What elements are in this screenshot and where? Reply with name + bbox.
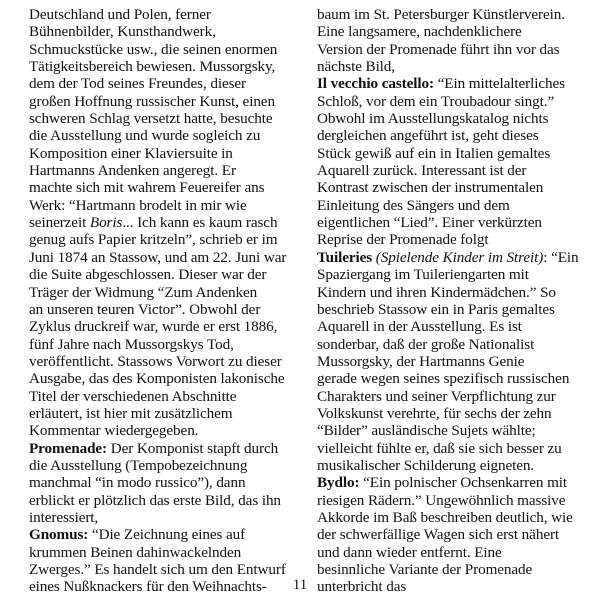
text-line: Akkorde im Baß beschreiben deutlich, wie [317, 508, 573, 526]
text-line: Träger der Widmung “Zum Andenken [29, 283, 258, 301]
text-line: dergleichen angeführt ist, geht dieses [317, 127, 539, 145]
page-number: 11 [292, 577, 308, 593]
text-line: Version der Promenade führt ihn vor das [317, 40, 560, 58]
text-line: Bühnenbilder, Kunsthandwerk, [29, 23, 216, 41]
right-column [317, 6, 585, 596]
text-line: großen Hoffnung russischer Kunst, einen [29, 92, 275, 110]
text-line: an unseren teuren Victor”. Obwohl der [29, 300, 261, 318]
text-line: Schmuckstücke usw., die seinen enormen [29, 40, 278, 58]
text-line: und dann wieder entfernt. Eine [317, 543, 502, 561]
text-line: Titel der verschiedenen Abschnitte [29, 387, 237, 405]
text-line: Reprise der Promenade folgt [317, 231, 489, 249]
text-line: Werk: “Hartmann brodelt in mir wie [29, 196, 247, 214]
section-heading-castello: Il vecchio castello: [317, 75, 434, 93]
text-line: Kontrast zwischen der instrumentalen [317, 179, 544, 197]
left-column [29, 6, 302, 596]
text-line: Deutschland und Polen, ferner [29, 6, 211, 23]
text-line: eigentlichen “Lied”. Einer verkürzten [317, 214, 542, 232]
text-line: manchmal “in modo russico”), dann [29, 474, 246, 492]
text-line: genug aufs Papier kritzeln”, schrieb er im [29, 231, 278, 249]
text-line: Einleitung des Sängers und dem [317, 196, 510, 214]
text-line: Obwohl im Ausstellungskatalog nichts [317, 110, 549, 128]
text-line: interessiert, [29, 508, 99, 526]
text-line-boris [29, 214, 302, 231]
text-fragment: Der Komponist stapft durch [107, 439, 279, 457]
text-line: Eine langsamere, nachdenklichere [317, 23, 522, 41]
text-line: die Suite abgeschlossen. Dieser war der [29, 266, 267, 284]
text-line: machte sich mit wahrem Feuereifer ans [29, 179, 265, 197]
text-line: erläutert, ist hier mit zusätzlichem [29, 404, 233, 422]
text-line: Zyklus druckreif war, wurde er erst 1886, [29, 318, 278, 336]
text-line: riesigen Rädern.” Ungewöhnlich massive [317, 491, 566, 509]
text-line: Stück gewiß auf ein in Italien gemaltes [317, 144, 551, 162]
text-line: Schloß, vor dem ein Troubadour singt.” [317, 92, 555, 110]
text-line: Hartmanns Andenken angeregt. Er [29, 162, 236, 180]
text-line: musikalischer Schilderung eigneten. [317, 456, 535, 474]
text-line: Aquarell in der Ausstellung. Es ist [317, 318, 522, 336]
text-line: die Ausstellung und wurde sogleich zu [29, 127, 261, 145]
text-line: Volkskunst verehrte, für sechs der zehn [317, 404, 552, 422]
text-fragment: ... Ich kann es kaum rasch [122, 214, 278, 232]
text-line: eines Nußknackers für den Weihnachts- [29, 578, 267, 596]
text-line: Zwerges.” Es handelt sich um den Entwurf [29, 561, 286, 578]
text-line: Mussorgsky, der Hartmanns Genie [317, 352, 525, 370]
text-fragment: “Ein polnischer Ochsenkarren mit [359, 474, 568, 492]
text-line: vielleicht fühlte er, daß sie sich besser zu [317, 439, 562, 457]
text-fragment: : “Ein [543, 248, 579, 266]
text-line: der schwerfällige Wagen sich erst nähert [317, 526, 560, 544]
text-fragment: “Ein mittelalterliches [433, 75, 565, 93]
text-line: Juni 1874 an Stassow, und am 22. Juni war [29, 248, 287, 266]
section-promenade [29, 440, 302, 457]
text-line: Tätigkeitsbereich bewiesen. Mussorgsky, [29, 58, 276, 76]
section-il-vecchio-castello [317, 75, 585, 92]
text-line: Spaziergang im Tuileriengarten mit [317, 266, 529, 284]
section-bydlo [317, 474, 585, 491]
text-line: unterbricht das [317, 578, 407, 596]
text-line: fünf Jahre nach Mussorgskys Tod, [29, 335, 234, 353]
text-line: veröffentlicht. Stassows Vorwort zu dieser [29, 352, 282, 370]
section-gnomus [29, 526, 302, 543]
text-line: beschrieb Stassow ein in Paris gemaltes [317, 300, 555, 318]
section-heading-tuileries: Tuileries [317, 248, 373, 266]
text-line: Kommentar wiedergegeben. [29, 422, 199, 440]
text-line: dem der Tod seines Freundes, dieser [29, 75, 247, 93]
section-tuileries [317, 249, 585, 266]
section-heading-gnomus: Gnomus: [29, 526, 89, 544]
text-line: krummen Beinen dahinwackelnden [29, 543, 242, 561]
text-line: Charakters und seiner Verpflichtung zur [317, 387, 556, 405]
text-line: Ausgabe, das des Komponisten lakonische [29, 370, 285, 388]
text-line: schweren Schlag versetzt hatte, besuchte [29, 110, 273, 128]
section-heading-bydlo: Bydlo: [317, 474, 360, 492]
text-line: erblickt er plötzlich das erste Bild, das ihn [29, 491, 281, 509]
italic-title-boris: Boris [89, 214, 123, 232]
text-line: besinnliche Variante der Promenade [317, 561, 533, 578]
section-heading-promenade: Promenade: [29, 439, 108, 457]
text-line: Komposition einer Klaviersuite in [29, 144, 233, 162]
text-line: nächste Bild, [317, 58, 395, 76]
text-fragment: “Die Zeichnung eines auf [88, 526, 246, 544]
text-line: Aquarell zurück. Interessant ist der [317, 162, 527, 180]
text-line: Kindern und ihren Kindermädchen.” So [317, 283, 556, 301]
text-line: sonderbar, daß der große Nationalist [317, 335, 535, 353]
text-line: baum im St. Petersburger Künstlerverein. [317, 6, 565, 23]
text-line: die Ausstellung (Tempobezeichnung [29, 456, 248, 474]
text-fragment: seinerzeit [29, 214, 90, 232]
section-subtitle-tuileries: (Spielende Kinder im Streit) [375, 248, 544, 266]
text-line: gerade wegen seines spezifisch russischen [317, 370, 570, 388]
text-line: “Bilder” ausländische Sujets wählte; [317, 422, 536, 440]
